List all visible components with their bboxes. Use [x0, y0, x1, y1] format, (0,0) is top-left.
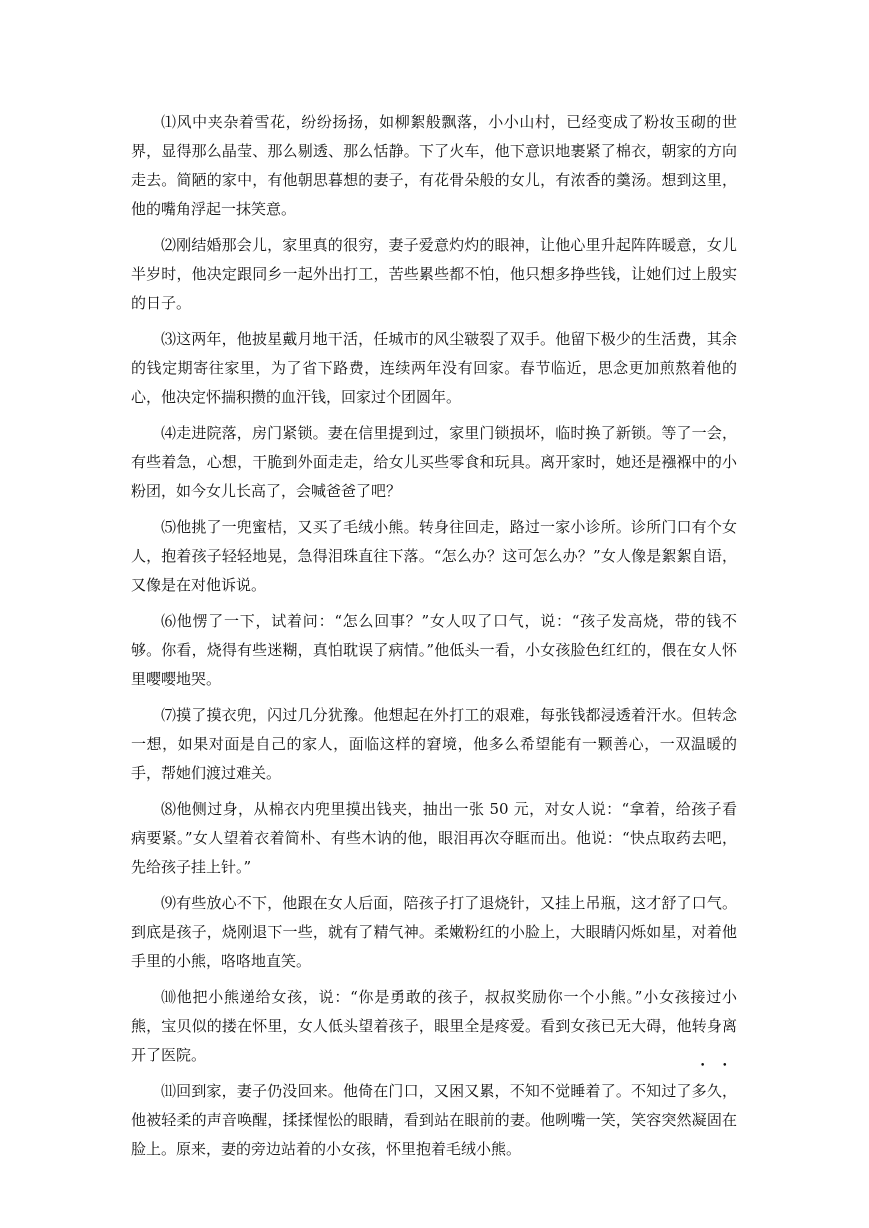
paragraph-3: ⑶这两年，他披星戴月地干活，任城市的风尘皲裂了双手。他留下极少的生活费，其余的钱定期寄往家里，为了省下路费，连续两年没有回家。春节临近，思念更加煎熬着他的心，他决定怀揣积攒的血汗钱，回家过个团圆年。: [131, 330, 737, 406]
paragraph-9: ⑼有些放心不下，他跟在女人后面，陪孩子打了退烧针，又挂上吊瓶，这才舒了口气。到底是孩子，烧刚退下一些，就有了精气神。柔嫩粉红的小脸上，大眼睛闪烁如星，对着他手里的小熊，咯咯地直笑。: [131, 894, 737, 970]
paragraph-6: ⑹他愣了一下，试着问：“怎么回事？”女人叹了口气，说：“孩子发高烧，带的钱不够。你看，烧得有些迷糊，真怕耽误了病情。”他低头一看，小女孩脸色红红的，偎在女人怀里嘤嘤地哭。: [131, 612, 737, 688]
story-text: [131, 108, 737, 1171]
emphasis-dots: • •: [700, 1061, 735, 1071]
paragraph-4: ⑷走进院落，房门紧锁。妻在信里提到过，家里门锁损坏，临时换了新锁。等了一会，有些着急，心想，干脆到外面走走，给女儿买些零食和玩具。离开家时，她还是襁褓中的小粉团，如今女儿长高了，会喊爸爸了吧？: [131, 424, 737, 500]
paragraph-5: ⑸他挑了一兜蜜桔，又买了毛绒小熊。转身往回走，路过一家小诊所。诊所门口有个女人，抱着孩子轻轻地晃，急得泪珠直往下落。“怎么办？这可怎么办？”女人像是絮絮自语，又像是在对他诉说。: [131, 518, 737, 594]
paragraph-11: ⑾回到家，妻子仍没回来。他倚在门口，又困又累，不知不觉睡着了。不知过了多久，他被轻柔的声音唤醒，揉揉惺忪的眼睛，看到站在眼前的妻。他咧嘴一笑，笑容突然凝固在脸上。原来，妻的旁边站着的小女孩，怀里抱着毛绒小熊。: [131, 1082, 737, 1158]
paragraph-10: ⑽他把小熊递给女孩，说：“你是勇敢的孩子，叔叔奖励你一个小熊。”小女孩接过小熊，宝贝似的搂在怀里，女人低头望着孩子，眼里全是疼爱。看到女孩已无大碍，他转身离开了医院。: [131, 988, 737, 1064]
paragraph-2: ⑵刚结婚那会儿，家里真的很穷，妻子爱意灼灼的眼神，让他心里升起阵阵暖意，女儿半岁时，他决定跟同乡一起外出打工，苦些累些都不怕，他只想多挣些钱，让她们过上殷实的日子。: [131, 236, 737, 312]
paragraph-7: ⑺摸了摸衣兜，闪过几分犹豫。他想起在外打工的艰难，每张钱都浸透着汗水。但转念一想，如果对面是自己的家人，面临这样的窘境，他多么希望能有一颗善心，一双温暖的手，帮她们渡过难关。: [131, 706, 737, 782]
paragraph-8: ⑻他侧过身，从棉衣内兜里摸出钱夹，抽出一张 50 元，对女人说：“拿着，给孩子看病要紧。”女人望着衣着简朴、有些木讷的他，眼泪再次夺眶而出。他说：“快点取药去吧，先给孩子挂上针。”: [131, 800, 737, 876]
paragraph-1: ⑴风中夹杂着雪花，纷纷扬扬，如柳絮般飘落，小小山村，已经变成了粉妆玉砌的世界，显得那么晶莹、那么剔透、那么恬静。下了火车，他下意识地裹紧了棉衣，朝家的方向走去。简陋的家中，有他朝思暮想的妻子，有花骨朵般的女儿，有浓香的羹汤。想到这里，他的嘴角浮起一抹笑意。: [131, 113, 737, 218]
